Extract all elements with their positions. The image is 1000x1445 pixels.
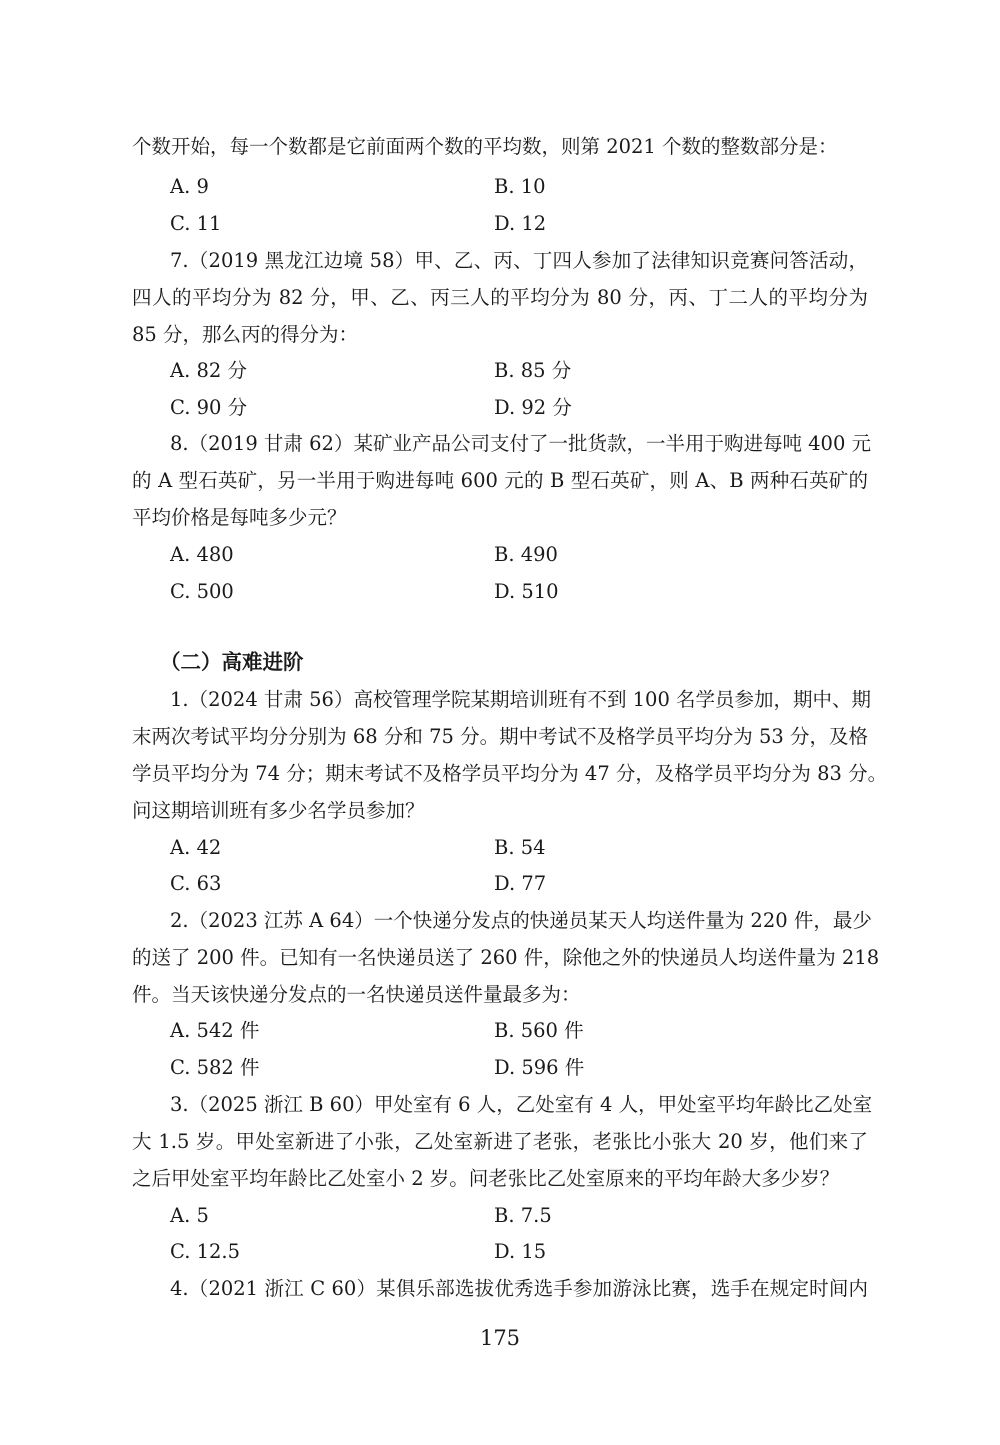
question-8-line: 的 A 型石英矿，另一半用于购进每吨 600 元的 B 型石英矿，则 A、B 两种石英矿的 xyxy=(132,469,868,492)
option-a: A. 42 xyxy=(170,836,222,859)
question-8-line: 平均价格是每吨多少元？ xyxy=(132,506,347,529)
advanced-question-1-line: 问这期培训班有多少名学员参加？ xyxy=(132,799,425,822)
option-d: D. 510 xyxy=(494,580,559,603)
advanced-question-3-line: 之后甲处室平均年龄比乙处室小 2 岁。问老张比乙处室原来的平均年龄大多少岁？ xyxy=(132,1167,840,1190)
option-c: C. 63 xyxy=(170,872,222,895)
option-b: B. 54 xyxy=(494,836,546,859)
option-c: C. 12.5 xyxy=(170,1240,241,1263)
section-heading: （二）高难进阶 xyxy=(160,650,304,674)
option-b: B. 7.5 xyxy=(494,1204,552,1227)
page-number: 175 xyxy=(479,1326,521,1350)
option-a: A. 82 分 xyxy=(170,359,247,382)
question-8-line: 8.（2019 甘肃 62）某矿业产品公司支付了一批货款，一半用于购进每吨 400 元 xyxy=(170,432,872,455)
option-a: A. 5 xyxy=(170,1204,209,1227)
option-a: A. 480 xyxy=(170,543,234,566)
advanced-question-2-line: 的送了 200 件。已知有一名快递员送了 260 件，除他之外的快递员人均送件量为 218 xyxy=(132,946,880,969)
option-d: D. 12 xyxy=(494,212,547,235)
advanced-question-2-line: 件。当天该快递分发点的一名快递员送件量最多为： xyxy=(132,983,581,1006)
option-c: C. 90 分 xyxy=(170,396,248,419)
advanced-question-3-line: 3.（2025 浙江 B 60）甲处室有 6 人，乙处室有 4 人，甲处室平均年龄比乙处室 xyxy=(170,1093,873,1116)
option-d: D. 596 件 xyxy=(494,1056,585,1079)
question-7-line: 7.（2019 黑龙江边境 58）甲、乙、丙、丁四人参加了法律知识竞赛问答活动， xyxy=(170,249,868,272)
advanced-question-1-line: 1.（2024 甘肃 56）高校管理学院某期培训班有不到 100 名学员参加，期中、期 xyxy=(170,688,872,711)
option-d: D. 92 分 xyxy=(494,396,572,419)
question-7-line: 85 分，那么丙的得分为： xyxy=(132,323,359,346)
option-a: A. 9 xyxy=(170,175,209,198)
question-6-text: 个数开始，每一个数都是它前面两个数的平均数，则第 2021 个数的整数部分是： xyxy=(132,135,838,158)
advanced-question-2-line: 2.（2023 江苏 A 64）一个快递分发点的快递员某天人均送件量为 220 件，最少 xyxy=(170,909,872,932)
option-d: D. 15 xyxy=(494,1240,547,1263)
advanced-question-1-line: 学员平均分为 74 分；期末考试不及格学员平均分为 47 分，及格学员平均分为 83 分。 xyxy=(132,762,888,785)
option-c: C. 582 件 xyxy=(170,1056,260,1079)
option-b: B. 560 件 xyxy=(494,1019,584,1042)
option-d: D. 77 xyxy=(494,872,547,895)
option-a: A. 542 件 xyxy=(170,1019,260,1042)
option-c: C. 500 xyxy=(170,580,234,603)
option-b: B. 85 分 xyxy=(494,359,572,382)
advanced-question-4-line: 4.（2021 浙江 C 60）某俱乐部选拔优秀选手参加游泳比赛，选手在规定时间内 xyxy=(170,1277,868,1300)
option-c: C. 11 xyxy=(170,212,222,235)
advanced-question-1-line: 末两次考试平均分分别为 68 分和 75 分。期中考试不及格学员平均分为 53 分，及格 xyxy=(132,725,868,748)
option-b: B. 490 xyxy=(494,543,558,566)
question-7-line: 四人的平均分为 82 分，甲、乙、丙三人的平均分为 80 分，丙、丁二人的平均分为 xyxy=(132,286,868,309)
advanced-question-3-line: 大 1.5 岁。甲处室新进了小张，乙处室新进了老张，老张比小张大 20 岁，他们来了 xyxy=(132,1130,868,1153)
option-b: B. 10 xyxy=(494,175,546,198)
